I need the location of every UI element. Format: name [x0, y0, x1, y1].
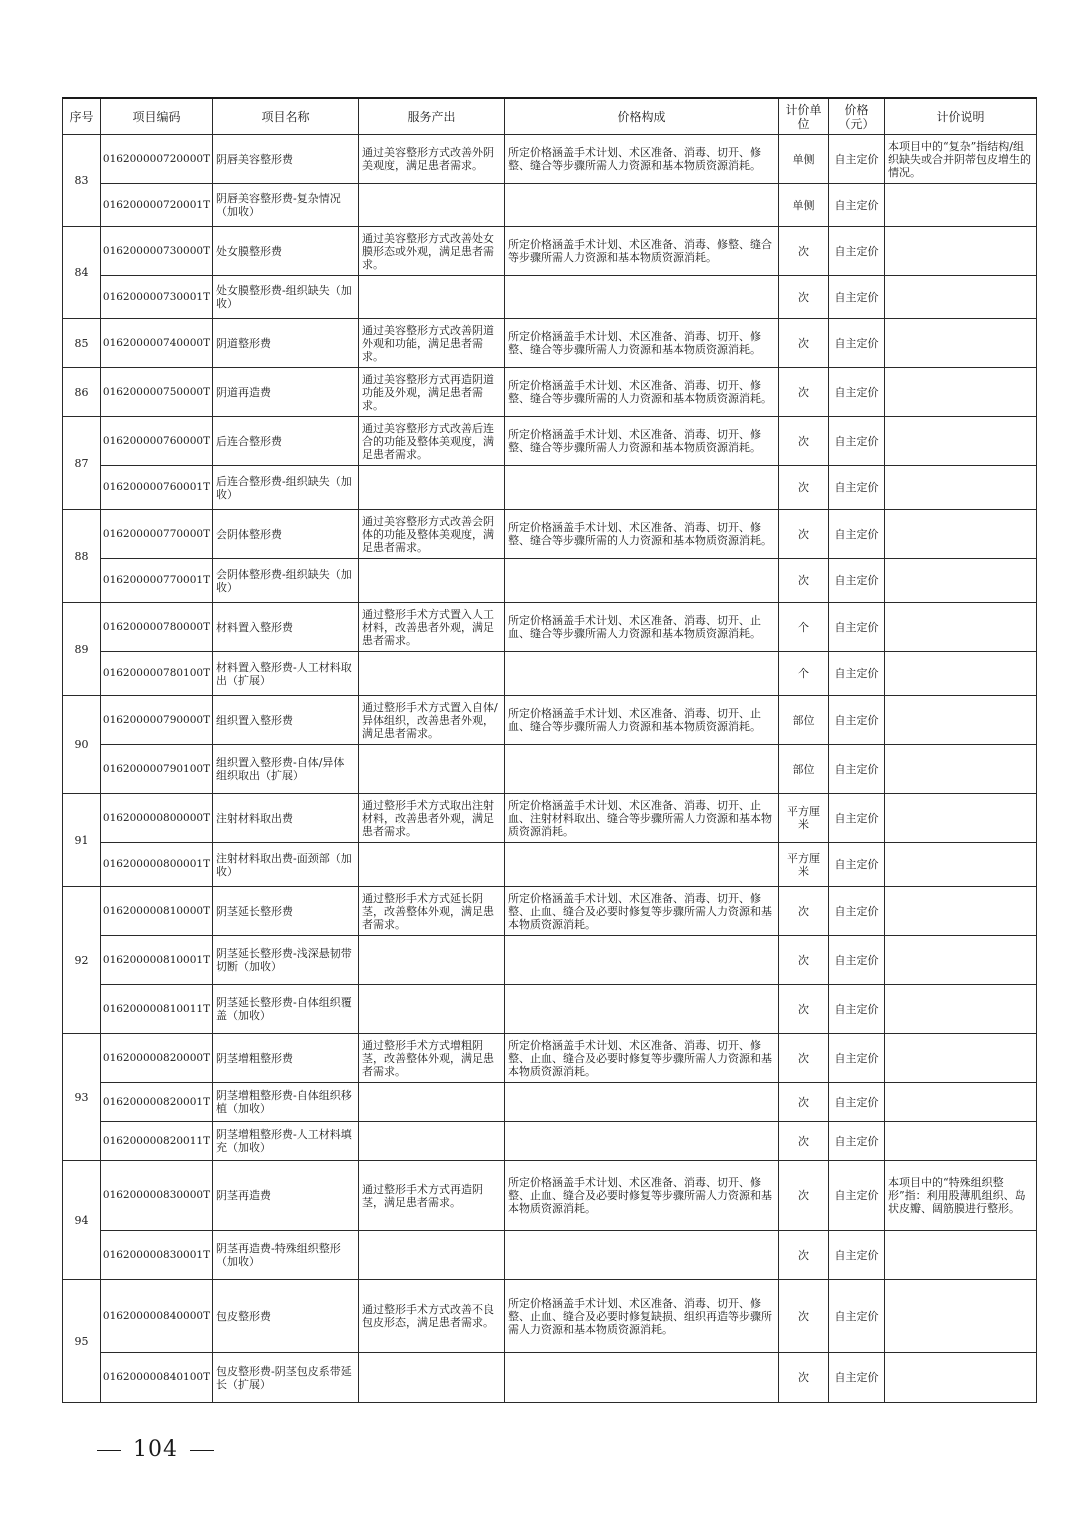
- pricing-unit: 次: [779, 319, 829, 368]
- table-row: [63, 510, 1037, 559]
- service-output: 通过整形手术方式置入自体/异体组织，改善患者外观，满足患者需求。: [359, 696, 505, 745]
- item-code: 016200000790000T: [101, 696, 213, 745]
- item-name: 材料置入整形费: [213, 603, 359, 652]
- pricing-unit: 次: [779, 466, 829, 510]
- price-composition: [505, 936, 779, 985]
- item-code: 016200000810000T: [101, 887, 213, 936]
- pricing-unit: 次: [779, 1280, 829, 1353]
- price-value: 自主定价: [829, 1353, 885, 1403]
- price-composition: [505, 745, 779, 794]
- item-code: 016200000760001T: [101, 466, 213, 510]
- pricing-unit: 次: [779, 1034, 829, 1083]
- item-code: 016200000760000T: [101, 417, 213, 466]
- pricing-note: [885, 936, 1037, 985]
- price-value: 自主定价: [829, 696, 885, 745]
- item-name: 阴茎延长整形费: [213, 887, 359, 936]
- service-output: 通过整形手术方式置入人工材料，改善患者外观，满足患者需求。: [359, 603, 505, 652]
- row-seq: 85: [63, 319, 101, 368]
- price-composition: [505, 276, 779, 319]
- price-value: 自主定价: [829, 1083, 885, 1122]
- service-output: [359, 1231, 505, 1280]
- item-code: 016200000770000T: [101, 510, 213, 559]
- item-name: 组织置入整形费: [213, 696, 359, 745]
- item-code: 016200000800001T: [101, 843, 213, 887]
- pricing-note: [885, 745, 1037, 794]
- pricing-note: [885, 1122, 1037, 1161]
- row-seq: 84: [63, 227, 101, 319]
- item-code: 016200000720001T: [101, 184, 213, 227]
- item-name: 注射材料取出费: [213, 794, 359, 843]
- pricing-unit: 部位: [779, 696, 829, 745]
- item-name: 阴茎延长整形费-自体组织覆盖（加收）: [213, 985, 359, 1034]
- pricing-unit: 次: [779, 985, 829, 1034]
- price-composition: 所定价格涵盖手术计划、术区准备、消毒、切开、止血、缝合等步骤所需人力资源和基本物质资源消耗。: [505, 603, 779, 652]
- header-output: 服务产出: [359, 98, 505, 135]
- item-code: 016200000730001T: [101, 276, 213, 319]
- item-code: 016200000780100T: [101, 652, 213, 696]
- table-row: [63, 559, 1037, 603]
- item-code: 016200000750000T: [101, 368, 213, 417]
- price-composition: [505, 1231, 779, 1280]
- table-row: [63, 276, 1037, 319]
- item-code: 016200000810011T: [101, 985, 213, 1034]
- page-number: 104: [133, 1437, 178, 1462]
- price-value: 自主定价: [829, 843, 885, 887]
- row-seq: 91: [63, 794, 101, 887]
- pricing-unit: 个: [779, 652, 829, 696]
- price-composition: 所定价格涵盖手术计划、术区准备、消毒、切开、修整、缝合等步骤所需人力资源和基本物质资源消耗。: [505, 135, 779, 184]
- footer-dash-left: [97, 1450, 121, 1451]
- pricing-note: [885, 1353, 1037, 1403]
- pricing-note: [885, 696, 1037, 745]
- price-composition: 所定价格涵盖手术计划、术区准备、消毒、修整、缝合等步骤所需人力资源和基本物质资源消耗。: [505, 227, 779, 276]
- pricing-note: [885, 319, 1037, 368]
- pricing-note: [885, 794, 1037, 843]
- price-value: 自主定价: [829, 466, 885, 510]
- pricing-unit: 次: [779, 1161, 829, 1231]
- service-output: [359, 745, 505, 794]
- item-code: 016200000720000T: [101, 135, 213, 184]
- item-name: 阴唇美容整形费-复杂情况（加收）: [213, 184, 359, 227]
- price-composition: [505, 1083, 779, 1122]
- pricing-note: [885, 510, 1037, 559]
- header-price: 价格（元）: [829, 98, 885, 135]
- item-code: 016200000820000T: [101, 1034, 213, 1083]
- pricing-unit: 次: [779, 227, 829, 276]
- pricing-note: [885, 466, 1037, 510]
- price-value: 自主定价: [829, 559, 885, 603]
- table-row: [63, 1231, 1037, 1280]
- item-code: 016200000770001T: [101, 559, 213, 603]
- item-name: 阴道再造费: [213, 368, 359, 417]
- item-code: 016200000810001T: [101, 936, 213, 985]
- row-seq: 86: [63, 368, 101, 417]
- pricing-unit: 次: [779, 936, 829, 985]
- price-value: 自主定价: [829, 276, 885, 319]
- pricing-unit: 次: [779, 1231, 829, 1280]
- price-value: 自主定价: [829, 510, 885, 559]
- item-code: 016200000830001T: [101, 1231, 213, 1280]
- page-footer: [85, 1437, 226, 1462]
- price-value: 自主定价: [829, 1280, 885, 1353]
- item-name: 包皮整形费-阴茎包皮系带延长（扩展）: [213, 1353, 359, 1403]
- item-name: 阴唇美容整形费: [213, 135, 359, 184]
- pricing-note: [885, 368, 1037, 417]
- service-output: [359, 843, 505, 887]
- pricing-note: [885, 603, 1037, 652]
- table-row: [63, 417, 1037, 466]
- pricing-note: 本项目中的“复杂”指结构/组织缺失或合并阴蒂包皮增生的情况。: [885, 135, 1037, 184]
- item-name: 处女膜整形费: [213, 227, 359, 276]
- item-name: 阴茎增粗整形费-自体组织移植（加收）: [213, 1083, 359, 1122]
- service-output: [359, 1083, 505, 1122]
- item-code: 016200000790100T: [101, 745, 213, 794]
- table-row: [63, 466, 1037, 510]
- service-output: [359, 276, 505, 319]
- item-code: 016200000820011T: [101, 1122, 213, 1161]
- item-name: 材料置入整形费-人工材料取出（扩展）: [213, 652, 359, 696]
- item-code: 016200000740000T: [101, 319, 213, 368]
- service-output: 通过整形手术方式增粗阴茎，改善整体外观，满足患者需求。: [359, 1034, 505, 1083]
- price-composition: 所定价格涵盖手术计划、术区准备、消毒、切开、修整、止血、缝合及必要时修复等步骤所需人力资源和基本物质资源消耗。: [505, 887, 779, 936]
- price-composition: [505, 184, 779, 227]
- price-composition: 所定价格涵盖手术计划、术区准备、消毒、切开、修整、缝合等步骤所需人力资源和基本物质资源消耗。: [505, 319, 779, 368]
- pricing-unit: 单侧: [779, 184, 829, 227]
- table-row: [63, 696, 1037, 745]
- item-code: 016200000840100T: [101, 1353, 213, 1403]
- pricing-note: [885, 1231, 1037, 1280]
- pricing-unit: 平方厘米: [779, 794, 829, 843]
- table-row: [63, 184, 1037, 227]
- service-output: [359, 652, 505, 696]
- header-code: 项目编码: [101, 98, 213, 135]
- item-code: 016200000730000T: [101, 227, 213, 276]
- row-seq: 90: [63, 696, 101, 794]
- row-seq: 93: [63, 1034, 101, 1161]
- item-name: 组织置入整形费-自体/异体组织取出（扩展）: [213, 745, 359, 794]
- row-seq: 92: [63, 887, 101, 1034]
- header-unit: 计价单位: [779, 98, 829, 135]
- item-name: 会阴体整形费-组织缺失（加收）: [213, 559, 359, 603]
- price-value: 自主定价: [829, 745, 885, 794]
- table-row: [63, 227, 1037, 276]
- price-value: 自主定价: [829, 794, 885, 843]
- service-output: 通过整形手术方式取出注射材料，改善患者外观，满足患者需求。: [359, 794, 505, 843]
- price-value: 自主定价: [829, 319, 885, 368]
- table-row: [63, 1280, 1037, 1353]
- service-output: [359, 1353, 505, 1403]
- item-name: 后连合整形费: [213, 417, 359, 466]
- row-seq: 87: [63, 417, 101, 510]
- price-value: 自主定价: [829, 1161, 885, 1231]
- price-value: 自主定价: [829, 1122, 885, 1161]
- table-header-row: [63, 98, 1037, 135]
- table-row: [63, 1034, 1037, 1083]
- service-output: 通过整形手术方式延长阴茎，改善整体外观，满足患者需求。: [359, 887, 505, 936]
- table-row: [63, 1122, 1037, 1161]
- row-seq: 94: [63, 1161, 101, 1280]
- pricing-note: 本项目中的“特殊组织整形”指：利用股薄肌组织、岛状皮瓣、阔筋膜进行整形。: [885, 1161, 1037, 1231]
- row-seq: 83: [63, 135, 101, 227]
- table-row: [63, 603, 1037, 652]
- row-seq: 88: [63, 510, 101, 603]
- item-name: 阴茎增粗整形费: [213, 1034, 359, 1083]
- price-value: 自主定价: [829, 368, 885, 417]
- service-output: 通过整形手术方式改善不良包皮形态，满足患者需求。: [359, 1280, 505, 1353]
- price-value: 自主定价: [829, 1231, 885, 1280]
- table-row: [63, 985, 1037, 1034]
- service-output: 通过美容整形方式改善会阴体的功能及整体美观度，满足患者需求。: [359, 510, 505, 559]
- price-composition: 所定价格涵盖手术计划、术区准备、消毒、切开、修整、止血、缝合及必要时修复等步骤所需人力资源和基本物质资源消耗。: [505, 1161, 779, 1231]
- price-value: 自主定价: [829, 1034, 885, 1083]
- item-name: 阴茎再造费-特殊组织整形（加收）: [213, 1231, 359, 1280]
- item-name: 后连合整形费-组织缺失（加收）: [213, 466, 359, 510]
- service-output: [359, 936, 505, 985]
- item-name: 阴茎增粗整形费-人工材料填充（加收）: [213, 1122, 359, 1161]
- pricing-unit: 次: [779, 559, 829, 603]
- table-row: [63, 745, 1037, 794]
- price-composition: [505, 1353, 779, 1403]
- pricing-unit: 次: [779, 276, 829, 319]
- price-value: 自主定价: [829, 227, 885, 276]
- service-output: 通过整形手术方式再造阴茎，满足患者需求。: [359, 1161, 505, 1231]
- pricing-note: [885, 417, 1037, 466]
- price-composition: 所定价格涵盖手术计划、术区准备、消毒、切开、修整、缝合等步骤所需的人力资源和基本物质资源消耗。: [505, 368, 779, 417]
- price-composition: 所定价格涵盖手术计划、术区准备、消毒、切开、修整、止血、缝合及必要时修复缺损、组织再造等步骤所需人力资源和基本物质资源消耗。: [505, 1280, 779, 1353]
- item-name: 阴道整形费: [213, 319, 359, 368]
- row-seq: 89: [63, 603, 101, 696]
- pricing-note: [885, 276, 1037, 319]
- price-composition: [505, 843, 779, 887]
- price-composition: [505, 652, 779, 696]
- service-output: [359, 466, 505, 510]
- pricing-note: [885, 227, 1037, 276]
- pricing-unit: 部位: [779, 745, 829, 794]
- pricing-note: [885, 843, 1037, 887]
- service-output: [359, 184, 505, 227]
- item-name: 阴茎延长整形费-浅深悬韧带切断（加收）: [213, 936, 359, 985]
- pricing-unit: 次: [779, 417, 829, 466]
- pricing-unit: 个: [779, 603, 829, 652]
- table-row: [63, 843, 1037, 887]
- footer-dash-right: [190, 1450, 214, 1451]
- pricing-unit: 次: [779, 1083, 829, 1122]
- header-name: 项目名称: [213, 98, 359, 135]
- pricing-unit: 次: [779, 1122, 829, 1161]
- item-code: 016200000780000T: [101, 603, 213, 652]
- table-row: [63, 652, 1037, 696]
- service-output: 通过美容整形方式再造阴道功能及外观，满足患者需求。: [359, 368, 505, 417]
- table-row: [63, 1161, 1037, 1231]
- pricing-note: [885, 652, 1037, 696]
- table-body: [63, 135, 1037, 1403]
- price-value: 自主定价: [829, 936, 885, 985]
- header-note: 计价说明: [885, 98, 1037, 135]
- price-value: 自主定价: [829, 985, 885, 1034]
- price-composition: 所定价格涵盖手术计划、术区准备、消毒、切开、修整、缝合等步骤所需的人力资源和基本物质资源消耗。: [505, 510, 779, 559]
- item-code: 016200000830000T: [101, 1161, 213, 1231]
- item-name: 包皮整形费: [213, 1280, 359, 1353]
- table-row: [63, 887, 1037, 936]
- row-seq: 95: [63, 1280, 101, 1403]
- service-output: 通过美容整形方式改善处女膜形态或外观，满足患者需求。: [359, 227, 505, 276]
- service-output: 通过美容整形方式改善外阴美观度，满足患者需求。: [359, 135, 505, 184]
- price-composition: 所定价格涵盖手术计划、术区准备、消毒、切开、修整、止血、缝合及必要时修复等步骤所需人力资源和基本物质资源消耗。: [505, 1034, 779, 1083]
- service-output: [359, 985, 505, 1034]
- price-value: 自主定价: [829, 652, 885, 696]
- pricing-note: [885, 1280, 1037, 1353]
- item-name: 注射材料取出费-面颈部（加收）: [213, 843, 359, 887]
- pricing-note: [885, 985, 1037, 1034]
- pricing-note: [885, 184, 1037, 227]
- price-value: 自主定价: [829, 887, 885, 936]
- service-output: 通过美容整形方式改善后连合的功能及整体美观度，满足患者需求。: [359, 417, 505, 466]
- item-name: 会阴体整形费: [213, 510, 359, 559]
- table-row: [63, 368, 1037, 417]
- pricing-unit: 次: [779, 510, 829, 559]
- pricing-note: [885, 559, 1037, 603]
- price-composition: [505, 466, 779, 510]
- header-seq: 序号: [63, 98, 101, 135]
- item-name: 处女膜整形费-组织缺失（加收）: [213, 276, 359, 319]
- pricing-unit: 平方厘米: [779, 843, 829, 887]
- service-output: 通过美容整形方式改善阴道外观和功能，满足患者需求。: [359, 319, 505, 368]
- item-name: 阴茎再造费: [213, 1161, 359, 1231]
- price-value: 自主定价: [829, 184, 885, 227]
- price-composition: [505, 1122, 779, 1161]
- table-row: [63, 319, 1037, 368]
- table-row: [63, 1083, 1037, 1122]
- price-value: 自主定价: [829, 135, 885, 184]
- item-code: 016200000840000T: [101, 1280, 213, 1353]
- table-row: [63, 936, 1037, 985]
- fee-table: [62, 97, 1037, 1403]
- pricing-unit: 次: [779, 368, 829, 417]
- item-code: 016200000800000T: [101, 794, 213, 843]
- price-composition: 所定价格涵盖手术计划、术区准备、消毒、切开、止血、注射材料取出、缝合等步骤所需人力资源和基本物质资源消耗。: [505, 794, 779, 843]
- table-row: [63, 794, 1037, 843]
- pricing-note: [885, 887, 1037, 936]
- pricing-unit: 次: [779, 887, 829, 936]
- price-value: 自主定价: [829, 417, 885, 466]
- item-code: 016200000820001T: [101, 1083, 213, 1122]
- pricing-note: [885, 1083, 1037, 1122]
- pricing-note: [885, 1034, 1037, 1083]
- pricing-unit: 单侧: [779, 135, 829, 184]
- table-row: [63, 1353, 1037, 1403]
- price-value: 自主定价: [829, 603, 885, 652]
- header-composition: 价格构成: [505, 98, 779, 135]
- price-composition: 所定价格涵盖手术计划、术区准备、消毒、切开、修整、缝合等步骤所需人力资源和基本物质资源消耗。: [505, 417, 779, 466]
- service-output: [359, 1122, 505, 1161]
- price-composition: 所定价格涵盖手术计划、术区准备、消毒、切开、止血、缝合等步骤所需人力资源和基本物质资源消耗。: [505, 696, 779, 745]
- pricing-unit: 次: [779, 1353, 829, 1403]
- price-composition: [505, 985, 779, 1034]
- table-row: [63, 135, 1037, 184]
- service-output: [359, 559, 505, 603]
- price-composition: [505, 559, 779, 603]
